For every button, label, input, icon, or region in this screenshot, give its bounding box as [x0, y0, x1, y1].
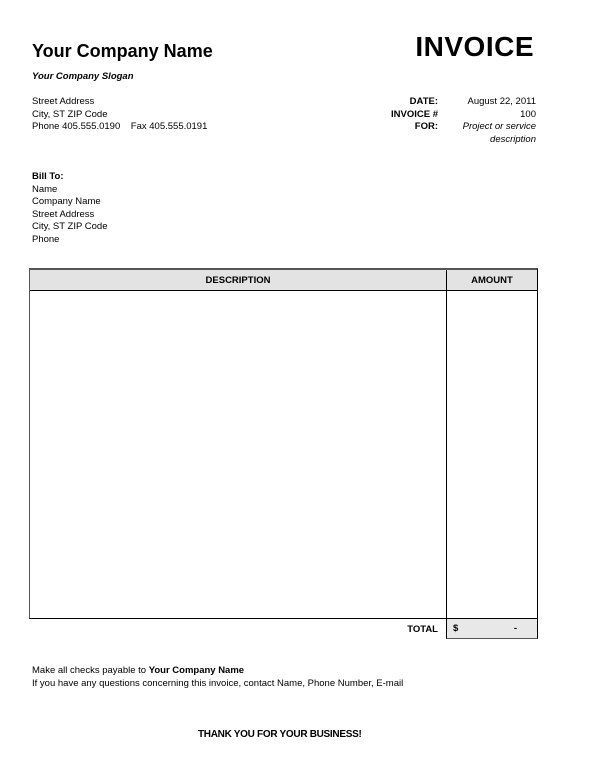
company-city: City, ST ZIP Code	[32, 108, 108, 120]
for-label: FOR:	[414, 121, 438, 132]
date-value: August 22, 2011	[467, 96, 536, 107]
bill-to-city: City, ST ZIP Code	[32, 221, 108, 232]
column-header-amount: AMOUNT	[471, 274, 513, 286]
amount-column	[447, 291, 537, 620]
description-column	[30, 291, 447, 620]
invoice-title: INVOICE	[415, 31, 534, 62]
questions-line: If you have any questions concerning this invoice, contact Name, Phone Number, E-mail	[32, 677, 404, 689]
company-address	[32, 96, 207, 134]
for-value	[446, 121, 536, 146]
company-phone-fax: Phone 405.555.0190 Fax 405.555.0191	[32, 121, 208, 132]
invoice-number-row	[380, 109, 536, 122]
bill-to-header: Bill To:	[32, 171, 64, 182]
company-slogan: Your Company Slogan	[32, 71, 134, 82]
total-box	[446, 619, 538, 639]
company-street: Street Address	[32, 96, 95, 107]
invoice-number-value: 100	[520, 108, 536, 120]
date-label: DATE:	[409, 96, 438, 107]
checks-payable-line	[32, 665, 403, 678]
footer-notes	[32, 665, 403, 690]
table-body	[30, 291, 537, 620]
bill-to	[32, 171, 108, 246]
checks-prefix: Make all checks payable to	[32, 665, 149, 676]
table-header	[30, 270, 537, 291]
line-items-table	[29, 268, 538, 619]
thank-you-message: THANK YOU FOR YOUR BUSINESS!	[198, 729, 362, 740]
bill-to-company: Company Name	[32, 196, 101, 207]
bill-to-phone: Phone	[32, 233, 60, 245]
checks-payee: Your Company Name	[148, 665, 245, 676]
date-row	[380, 96, 536, 109]
column-header-description: DESCRIPTION	[30, 270, 447, 290]
total-value: -	[513, 623, 517, 634]
bill-to-street: Street Address	[32, 208, 95, 220]
total-currency: $	[453, 623, 459, 634]
total-label: TOTAL	[407, 624, 438, 635]
company-name: Your Company Name	[32, 41, 213, 61]
for-value-line1: Project or service	[462, 121, 536, 132]
for-row	[380, 121, 536, 146]
for-value-line2: description	[490, 133, 536, 145]
invoice-number-label: INVOICE #	[391, 108, 438, 120]
bill-to-name: Name	[32, 183, 58, 195]
invoice-meta	[380, 96, 536, 146]
